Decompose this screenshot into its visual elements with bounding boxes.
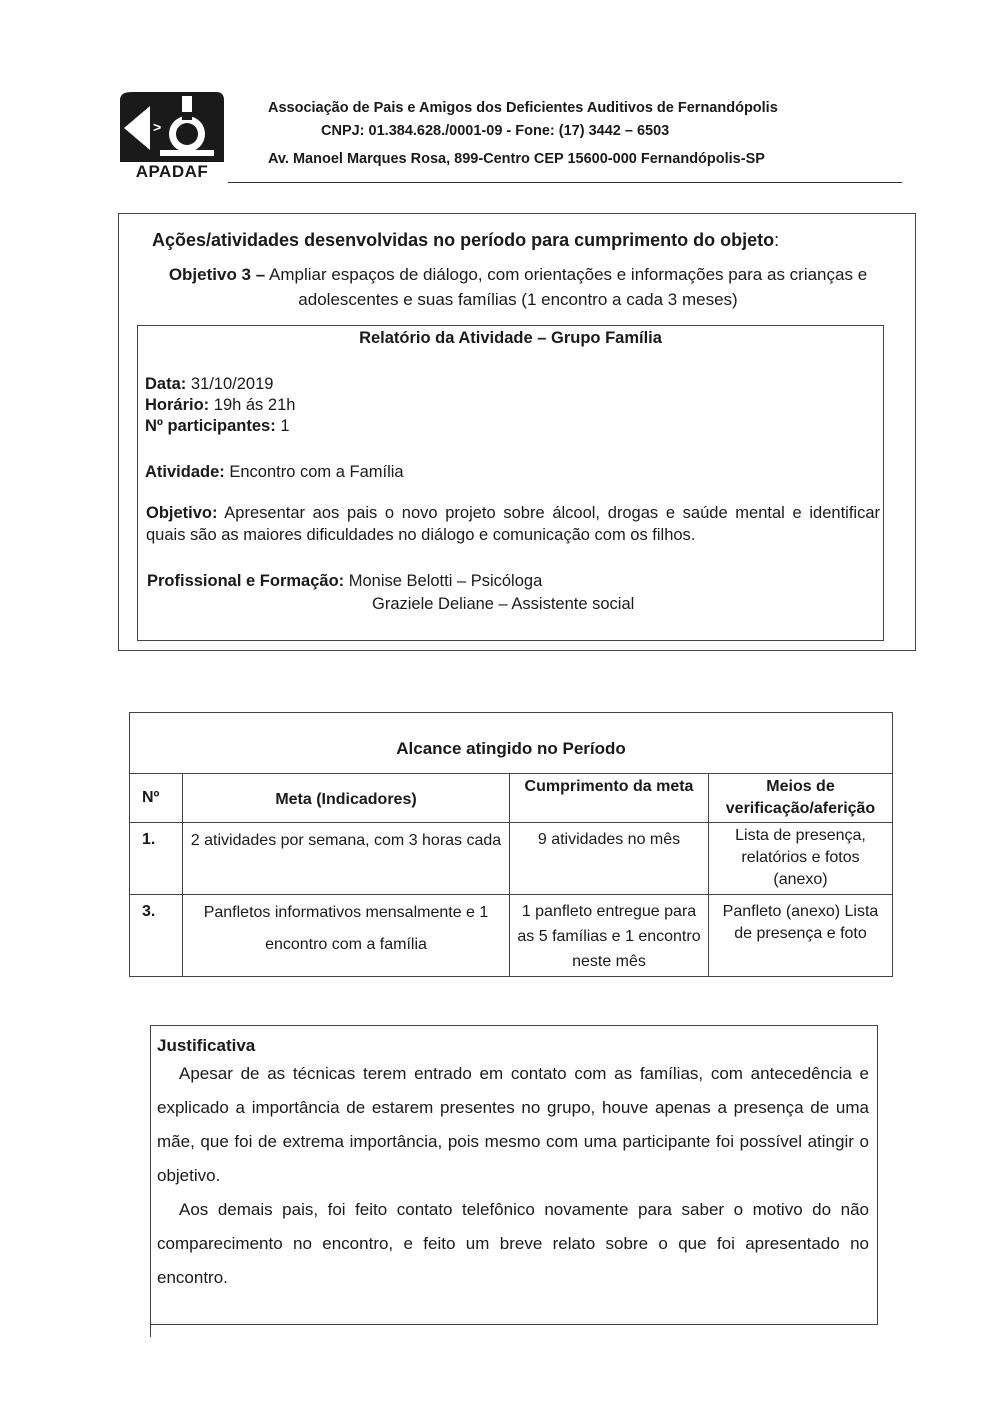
logo-text: APADAF xyxy=(135,162,209,181)
header-divider xyxy=(228,182,902,183)
report-objective: Objetivo: Apresentar aos pais o novo projeto sobre álcool, drogas e saúde mental e identificar quais são as maiores dificuldades no diálogo e comunicação com os filhos. xyxy=(146,504,880,544)
justification-title: Justificativa xyxy=(157,1036,256,1055)
objective-3-label: Objetivo 3 – xyxy=(168,265,266,284)
svg-text:>: > xyxy=(153,119,162,135)
justification-paragraph: Apesar de as técnicas terem entrado em contato com as famílias, com antecedência e explicado a importância de estarem presentes no grupo, houve apenas a presença de uma mãe, que foi de extrema importância, pois mesmo com uma participante foi possível atingir o objetivo. xyxy=(157,1064,869,1185)
objective-3 xyxy=(150,262,886,312)
report-participants: Nº participantes: 1 xyxy=(145,417,290,435)
reach-caption: Alcance atingido no Período xyxy=(130,713,893,774)
header-means: Meios de verificação/aferição xyxy=(709,774,893,823)
report-activity: Atividade: Encontro com a Família xyxy=(145,463,404,481)
table-row xyxy=(130,895,893,977)
objective-3-text: Ampliar espaços de diálogo, com orientações e informações para as crianças e adolescentes e suas famílias (1 encontro a cada 3 meses) xyxy=(269,265,868,309)
cnpj-line: CNPJ: 01.384.628./0001-09 - Fone: (17) 3442 – 6503 xyxy=(321,123,670,139)
report-date: Data: 31/10/2019 xyxy=(145,375,274,393)
report-professional-2: Graziele Deliane – Assistente social xyxy=(372,595,635,613)
justification-paragraph: Aos demais pais, foi feito contato telefônico novamente para saber o motivo do não comparecimento no encontro, e feito um breve relato sobre o que foi apresentado no encontro. xyxy=(157,1200,869,1287)
row-fulfillment: 9 atividades no mês xyxy=(510,823,709,895)
row-num: 1. xyxy=(130,823,183,895)
address-line: Av. Manoel Marques Rosa, 899-Centro CEP 15600-000 Fernandópolis-SP xyxy=(268,151,765,167)
reach-table xyxy=(129,712,893,977)
report-time: Horário: 19h ás 21h xyxy=(145,396,296,414)
row-means: Lista de presença, relatórios e fotos (anexo) xyxy=(709,823,893,895)
table-row xyxy=(130,823,893,895)
row-meta: Panfletos informativos mensalmente e 1 encontro com a família xyxy=(183,895,510,977)
report-professional: Profissional e Formação: Monise Belotti – Psicóloga xyxy=(147,572,543,590)
row-num: 3. xyxy=(130,895,183,977)
justification-text xyxy=(157,1057,869,1295)
org-name: Associação de Pais e Amigos dos Deficientes Auditivos de Fernandópolis xyxy=(268,100,778,116)
report-title: Relatório da Atividade – Grupo Família xyxy=(359,329,662,347)
justification-box-left-edge xyxy=(150,1025,151,1337)
row-means: Panfleto (anexo) Lista de presença e foto xyxy=(709,895,893,977)
header-meta: Meta (Indicadores) xyxy=(183,774,510,823)
row-meta: 2 atividades por semana, com 3 horas cada xyxy=(183,823,510,895)
header-num: Nº xyxy=(130,774,183,823)
actions-title: Ações/atividades desenvolvidas no período para cumprimento do objeto: xyxy=(152,230,780,250)
header-fulfillment: Cumprimento da meta xyxy=(510,774,709,823)
row-fulfillment: 1 panfleto entregue para as 5 famílias e 1 encontro neste mês xyxy=(510,895,709,977)
